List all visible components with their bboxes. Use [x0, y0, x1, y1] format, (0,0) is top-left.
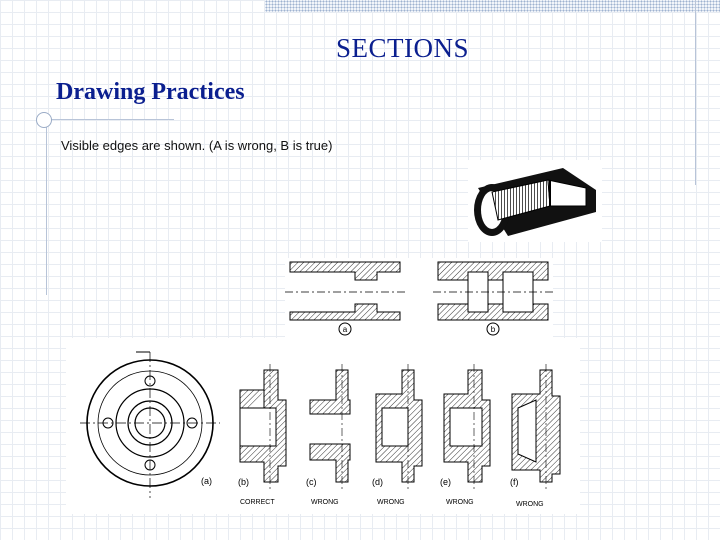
view-label-b: b — [490, 325, 496, 334]
flange-sections-figure — [66, 338, 580, 514]
caption-wrong-f: WRONG — [516, 501, 544, 508]
view-label-e-flange: (e) — [440, 477, 451, 487]
view-label-b-flange: (b) — [238, 477, 249, 487]
caption-wrong-d: WRONG — [377, 499, 405, 506]
header-rule — [40, 119, 174, 120]
cylinder-cutaway-figure — [468, 160, 602, 242]
view-label-a-flange: (a) — [201, 476, 212, 486]
section-b-correct — [238, 364, 286, 490]
left-decorative-rule — [46, 120, 47, 295]
slide-title: SECTIONS — [335, 33, 469, 63]
section-view-b — [433, 262, 553, 335]
section-d-wrong — [372, 364, 422, 490]
section-view-a — [285, 262, 405, 335]
caption-wrong-c: WRONG — [311, 499, 339, 506]
section-views-ab-figure — [285, 258, 553, 338]
view-label-d-flange: (d) — [372, 477, 383, 487]
body-text: Visible edges are shown. (A is wrong, B is true) — [61, 138, 333, 153]
section-e-wrong — [440, 364, 490, 490]
view-label-c-flange: (c) — [306, 477, 317, 487]
caption-wrong-e: WRONG — [446, 499, 474, 506]
flange-front-view — [80, 352, 220, 498]
top-decoration-band — [265, 0, 720, 12]
right-decorative-rule — [695, 0, 696, 185]
slide-subtitle: Drawing Practices — [56, 79, 245, 105]
view-label-a: a — [342, 325, 348, 334]
bullet-ring-icon — [36, 112, 52, 128]
section-f-wrong — [510, 364, 560, 490]
caption-correct: CORRECT — [240, 499, 275, 506]
view-label-f-flange: (f) — [510, 477, 519, 487]
section-c-wrong — [306, 364, 350, 490]
